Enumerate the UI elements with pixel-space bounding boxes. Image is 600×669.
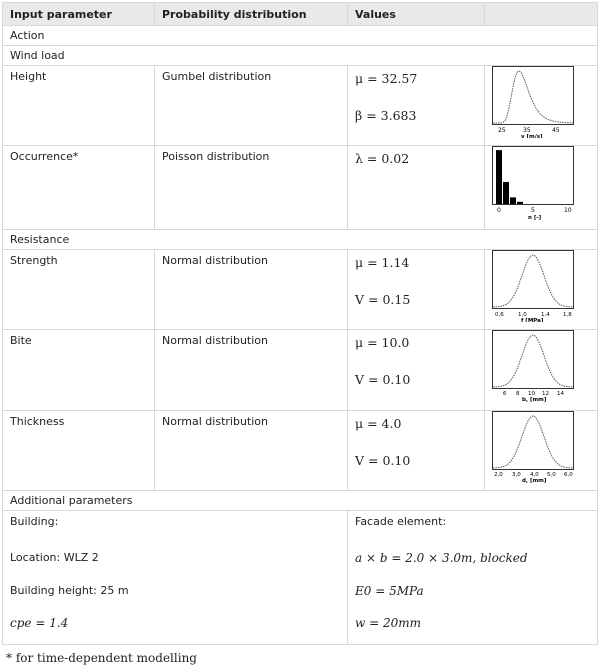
axis-label: n [-]	[528, 215, 542, 221]
tick-label: 10	[564, 207, 572, 214]
gumbel-curve	[493, 71, 573, 123]
param-occurrence: Occurrence*	[3, 146, 155, 230]
tick-label: 1,8	[563, 312, 572, 318]
tick-label: 0,6	[495, 312, 504, 318]
normal-curve	[493, 416, 573, 468]
header-values: Values	[348, 3, 485, 26]
section-row-action	[3, 26, 598, 46]
table-row-occurrence	[3, 146, 598, 230]
poisson-distribution-plot	[492, 146, 574, 222]
tick-label: 25	[498, 127, 506, 134]
tick-label: 35	[523, 127, 531, 134]
poisson-bar	[496, 150, 502, 204]
values-occurrence	[348, 146, 485, 230]
footnote: * for time-dependent modelling	[6, 651, 197, 665]
values-bite	[348, 330, 485, 411]
axis-label: v [m/s]	[521, 134, 543, 138]
tick-label: 2,0	[494, 472, 503, 478]
section-row-wind-load	[3, 46, 598, 66]
facade-element-parameters	[348, 511, 598, 645]
dist-thickness: Normal distribution	[155, 411, 348, 491]
param-thickness: Thickness	[3, 411, 155, 491]
poisson-bar	[517, 202, 523, 204]
tick-label: 1,4	[541, 312, 550, 318]
tick-label: 12	[542, 391, 549, 397]
poisson-bar	[503, 182, 509, 204]
dist-strength: Normal distribution	[155, 250, 348, 330]
header-input-parameter: Input parameter	[3, 3, 155, 26]
dist-height: Gumbel distribution	[155, 66, 348, 146]
param-height: Height	[3, 66, 155, 146]
tick-label: 10	[528, 391, 535, 397]
table-row-bite	[3, 330, 598, 411]
facade-w: w = 20mm	[355, 616, 421, 630]
param-bite: Bite	[3, 330, 155, 411]
section-additional-parameters: Additional parameters	[3, 491, 598, 511]
normal-distribution-plot-bite	[492, 330, 574, 402]
value-mu-bite: μ = 10.0	[355, 335, 410, 350]
tick-label: 5,0	[547, 472, 556, 478]
building-title: Building:	[10, 515, 59, 528]
plot-cell-strength	[485, 250, 598, 330]
building-parameters	[3, 511, 348, 645]
tick-label: 3,0	[512, 472, 521, 478]
table-row-additional-parameters	[3, 511, 598, 645]
poisson-bars	[496, 150, 523, 204]
plot-frame	[493, 251, 574, 309]
poisson-bar	[510, 197, 516, 204]
section-row-resistance	[3, 230, 598, 250]
plot-cell-thickness	[485, 411, 598, 491]
value-mu-height: μ = 32.57	[355, 71, 418, 86]
facade-title: Facade element:	[355, 515, 447, 528]
value-v-thickness: V = 0.10	[355, 453, 411, 468]
facade-e0: E0 = 5MPa	[355, 584, 424, 598]
tick-label: 1,0	[518, 312, 527, 318]
header-plot	[485, 3, 598, 26]
tick-label: 6,0	[564, 472, 573, 478]
input-parameter-table	[2, 2, 598, 645]
table-row-strength	[3, 250, 598, 330]
values-thickness	[348, 411, 485, 491]
section-wind-load: Wind load	[3, 46, 598, 66]
tick-label: 45	[552, 127, 560, 134]
value-beta-height: β = 3.683	[355, 108, 417, 123]
dist-occurrence: Poisson distribution	[155, 146, 348, 230]
tick-label: 14	[557, 391, 564, 397]
plot-cell-height	[485, 66, 598, 146]
values-height	[348, 66, 485, 146]
building-height: Building height: 25 m	[10, 584, 129, 597]
tick-label: 6	[503, 391, 507, 397]
axis-label: f [MPa]	[521, 318, 544, 322]
param-strength: Strength	[3, 250, 155, 330]
tick-label: 8	[516, 391, 520, 397]
plot-cell-bite	[485, 330, 598, 411]
section-row-additional	[3, 491, 598, 511]
section-action: Action	[3, 26, 598, 46]
dist-bite: Normal distribution	[155, 330, 348, 411]
normal-curve	[493, 255, 573, 307]
plot-frame	[493, 331, 574, 389]
gumbel-distribution-plot	[492, 66, 574, 138]
value-mu-strength: μ = 1.14	[355, 255, 410, 270]
value-mu-thickness: μ = 4.0	[355, 416, 402, 431]
value-v-strength: V = 0.15	[355, 292, 411, 307]
section-resistance: Resistance	[3, 230, 598, 250]
building-cpe: cpe = 1.4	[10, 616, 69, 630]
axis-label: b, [mm]	[522, 397, 547, 402]
normal-distribution-plot-strength	[492, 250, 574, 322]
plot-frame	[493, 67, 574, 125]
table-row-height	[3, 66, 598, 146]
tick-label: 0	[497, 207, 501, 214]
tick-label: 5	[531, 207, 535, 214]
building-location: Location: WLZ 2	[10, 551, 99, 564]
table-row-thickness	[3, 411, 598, 491]
plot-frame	[493, 412, 574, 470]
value-lambda-occurrence: λ = 0.02	[355, 151, 410, 166]
values-strength	[348, 250, 485, 330]
normal-distribution-plot-thickness	[492, 411, 574, 483]
plot-cell-occurrence	[485, 146, 598, 230]
axis-label: d, [mm]	[522, 478, 547, 483]
normal-curve	[493, 335, 573, 387]
header-probability-distribution: Probability distribution	[155, 3, 348, 26]
value-v-bite: V = 0.10	[355, 372, 411, 387]
tick-label: 4,0	[530, 472, 539, 478]
facade-size: a × b = 2.0 × 3.0m, blocked	[355, 551, 528, 565]
table-header-row	[3, 3, 598, 26]
